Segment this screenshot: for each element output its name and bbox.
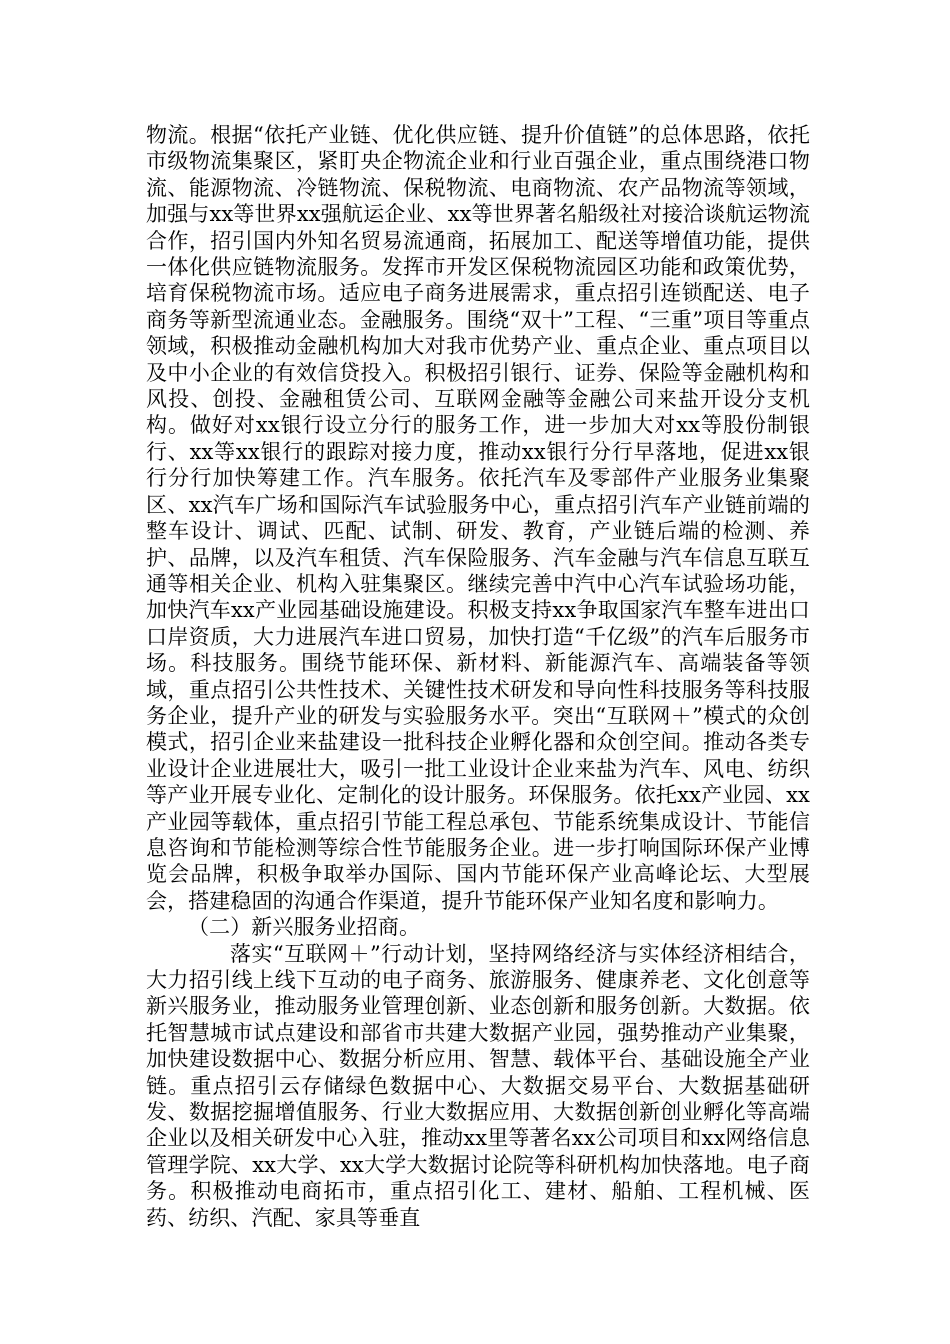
section-heading: （二）新兴服务业招商。	[188, 915, 421, 940]
body-paragraph: 落实“互联网＋”行动计划，坚持网络经济与实体经济相结合，大力招引线上线下互动的电子商务、旅游服务、健康养老、文化创意等新兴服务业，推动服务业管理创新、业态创新和服务创新。大数据。依托智慧城市试点建设和部省市共建大数据产业园，强势推动产业集聚，加快建设数据中心、数据分析应用、智慧、载体平台、基础设施全产业链。重点招引云存储绿色数据中心、大数据交易平台、大数据基础研发、数据挖掘增值服务、行业大数据应用、大数据创新创业孵化等高端企业以及相关研发中心入驻，推动xx里等著名xx公司项目和xx网络信息管理学院、xx大学、xx大学大数据讨论院等科研机构加快落地。电子商务。积极推动电商拓市，重点招引化工、建材、船舶、工程机械、医药、纺织、汽配、家具等垂直	[146, 941, 810, 1230]
document-body	[146, 122, 810, 1231]
body-paragraph: 物流。根据“依托产业链、优化供应链、提升价值链”的总体思路，依托市级物流集聚区，紧盯央企物流企业和行业百强企业，重点围绕港口物流、能源物流、冷链物流、保税物流、电商物流、农产品物流等领域，加强与xx等世界xx强航运企业、xx等世界著名船级社对接洽谈航运物流合作，招引国内外知名贸易流通商，拓展加工、配送等增值功能，提供一体化供应链物流服务。发挥市开发区保税物流园区功能和政策优势，培育保税物流市场。适应电子商务进展需求，重点招引连锁配送、电子商务等新型流通业态。金融服务。围绕“双十”工程、“三重”项目等重点领域，积极推动金融机构加大对我市优势产业、重点企业、重点项目以及中小企业的有效信贷投入。积极招引银行、证券、保险等金融机构和风投、创投、金融租赁公司、互联网金融等金融公司来盐开设分支机构。做好对xx银行设立分行的服务工作，进一步加大对xx等股份制银行、xx等xx银行的跟踪对接力度，推动xx银行分行早落地，促进xx银行分行加快筹建工作。汽车服务。依托汽车及零部件产业服务业集聚区、xx汽车广场和国际汽车试验服务中心，重点招引汽车产业链前端的整车设计、调试、匹配、试制、研发、教育，产业链后端的检测、养护、品牌，以及汽车租赁、汽车保险服务、汽车金融与汽车信息互联互通等相关企业、机构入驻集聚区。继续完善中汽中心汽车试验场功能，加快汽车xx产业园基础设施建设。积极支持xx争取国家汽车整车进出口口岸资质，大力进展汽车进口贸易，加快打造“千亿级”的汽车后服务市场。科技服务。围绕节能环保、新材料、新能源汽车、高端装备等领域，重点招引公共性技术、关键性技术研发和导向性科技服务等科技服务企业，提升产业的研发与实验服务水平。突出“互联网＋”模式的众创模式，招引企业来盐建设一批科技企业孵化器和众创空间。推动各类专业设计企业进展壮大，吸引一批工业设计企业来盐为汽车、风电、纺织等产业开展专业化、定制化的设计服务。环保服务。依托xx产业园、xx产业园等载体，重点招引节能工程总承包、节能系统集成设计、节能信息咨询和节能检测等综合性节能服务企业。进一步打响国际环保产业博览会品牌，积极争取举办国际、国内节能环保产业高峰论坛、大型展会，搭建稳固的沟通合作渠道，提升节能环保产业知名度和影响力。	[146, 123, 810, 913]
